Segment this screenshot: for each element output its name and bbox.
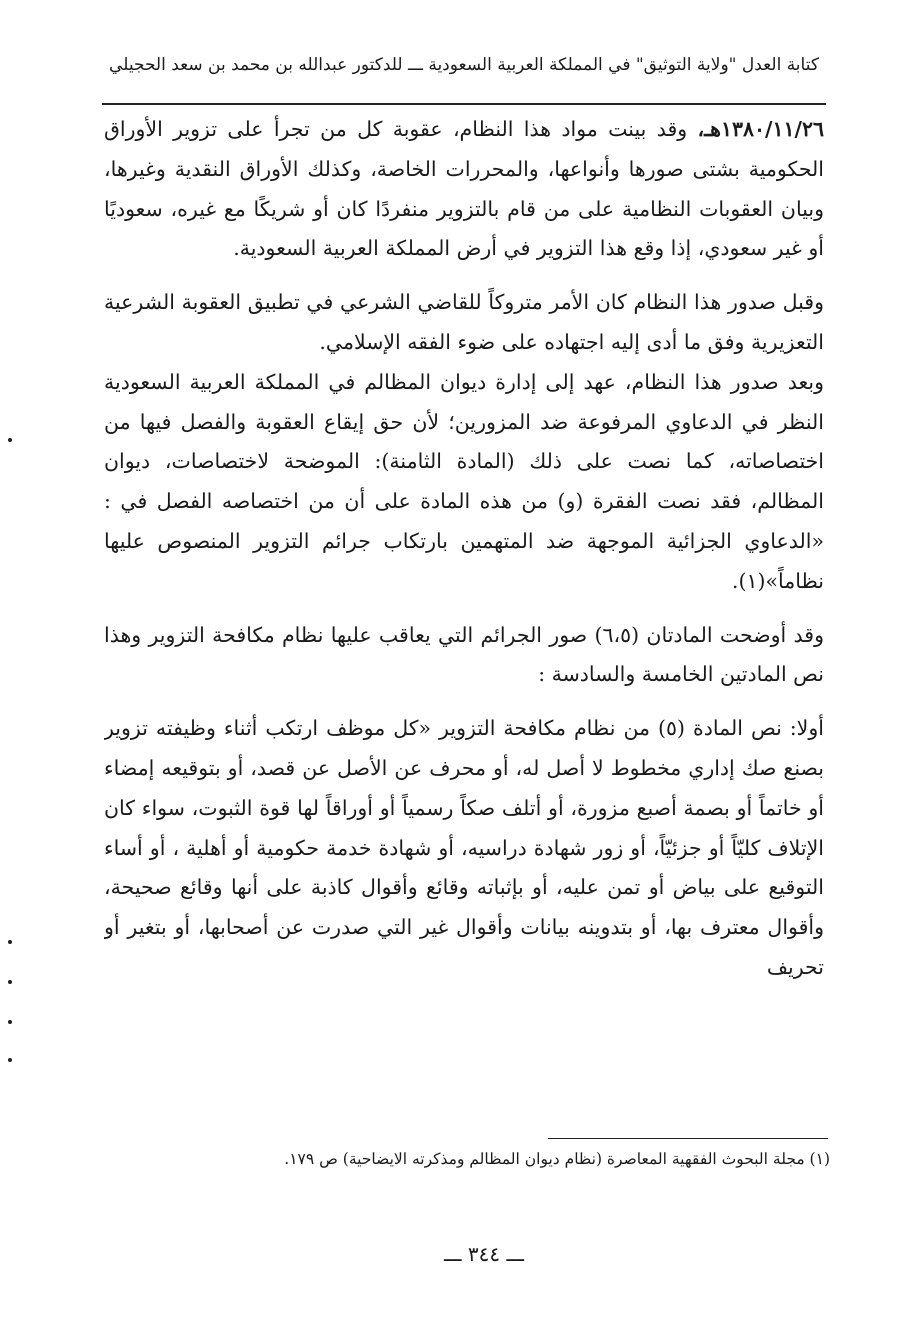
scan-speck — [8, 1058, 12, 1062]
decree-date: ١٣٨٠/١١/٢٦هـ، — [697, 117, 824, 141]
paragraph-3: وبعد صدور هذا النظام، عهد إلى إدارة ديوان المظالم في المملكة العربية السعودية النظر في الدعاوي المرفوعة ضد المزورين؛ لأن حق إيقاع العقوبة والفصل فيها من اختصاصاته، كما نصت على ذلك (المادة الثامنة): الموضحة لاختصاصات، ديوان المظالم، فقد نصت الفقرة (و) من هذه المادة على أن من اختصاصه الفصل في : «الدعاوي الجزائية الموجهة ضد المتهمين بارتكاب جرائم التزوير المنصوص عليها نظاماً»(١). — [104, 369, 824, 593]
page-number: ـــ ٣٤٤ ـــ — [443, 1242, 525, 1266]
paragraph-2: وقبل صدور هذا النظام كان الأمر متروكاً للقاضي الشرعي في تطبيق العقوبة الشرعية التعزيرية وفق ما أدى إليه اجتهاده على ضوء الفقه الإسلامي. — [104, 290, 824, 354]
paragraph-4: وقد أوضحت المادتان (٦،٥) صور الجرائم التي يعاقب عليها نظام مكافحة التزوير وهذا نص المادتين الخامسة والسادسة : — [104, 622, 824, 687]
scan-speck — [8, 438, 12, 442]
scan-speck — [8, 980, 12, 984]
running-header: كتابة العدل "ولاية التوثيق" في المملكة العربية السعودية ـــ للدكتور عبدالله بن محمد بن سعد الحجيلي — [109, 55, 819, 75]
paragraph-1 — [104, 110, 824, 269]
footnote: (١) مجلة البحوث الفقهية المعاصرة (نظام ديوان المظالم ومذكرته الايضاحية) ص ١٧٩. — [284, 1150, 830, 1168]
footnote-rule — [548, 1138, 828, 1139]
paragraph-1-text: وقد بينت مواد هذا النظام، عقوبة كل من تجرأ على تزوير الأوراق الحكومية بشتى صورها وأنواعها، والمحررات الخاصة، وكذلك الأوراق النقدية وغيرها، وبيان العقوبات النظامية على من قام بالتزوير منفردًا كان أو شريكًا مع غيره، سعوديًا أو غير سعودي، إذا وقع هذا التزوير في أرض المملكة العربية السعودية. — [104, 117, 824, 261]
scan-speck — [8, 1020, 12, 1024]
paragraph-5: أولا: نص المادة (٥) من نظام مكافحة التزوير «كل موظف ارتكب أثناء وظيفته تزوير بصنع صك إداري مخطوط لا أصل له، أو محرف عن الأصل عن قصد، أو بتوقيعه إمضاء أو خاتماً أو بصمة أصبع مزورة، أو أتلف صكاً رسمياً أو أوراقاً لها قوة الثبوت، سواء كان الإتلاف كليّاً أو جزئيّاً، أو زور شهادة دراسيه، أو شهادة خدمة حكومية أو أهلية ، أو أساء التوقيع على بياض أو تمن عليه، أو بإثباته وقائع وأقوال كاذبة على أنها وقائع صحيحة، وأقوال معترف بها، أو بتدوينه بيانات وأقوال غير التي صدرت عن أصحابها، أو بتغير أو تحريف — [104, 716, 824, 979]
header-rule — [102, 103, 826, 105]
scan-speck — [8, 940, 12, 944]
body-text — [104, 110, 824, 1120]
